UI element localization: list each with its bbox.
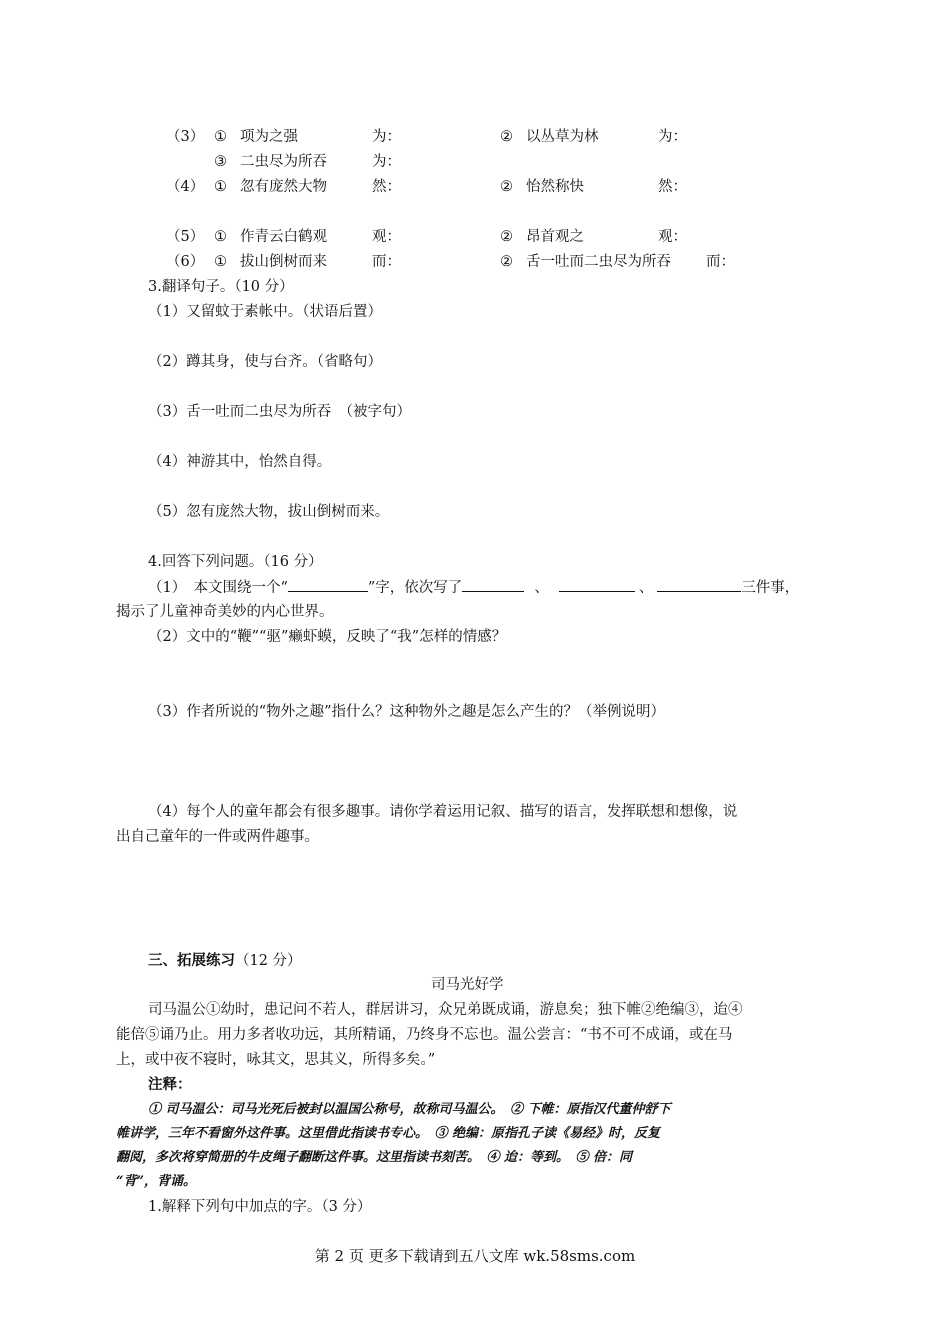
- q2-row6-number: （6）: [166, 254, 205, 270]
- page-footer: 第 2 页 更多下载请到五八文库 wk.58sms.com: [314, 1247, 636, 1265]
- q2-row4-circle2: ②: [500, 179, 513, 195]
- answer-blank-1[interactable]: [288, 577, 368, 592]
- q2-row3-number: （3）: [166, 129, 205, 145]
- q2-row3-circle1: ①: [214, 129, 227, 145]
- q4-item-1-line1: [148, 577, 799, 598]
- q4-item-1-text-e: 三件事，: [741, 580, 800, 596]
- note-line-2: 帷讲学，三年不看窗外这件事。这里借此指读书专心。 ③ 绝编：原指孔子读《易经》时，反复: [116, 1126, 661, 1141]
- q3-item-2: （2）蹲其身，使与台齐。（省略句）: [148, 354, 382, 370]
- q2-row5-number: （5）: [166, 229, 205, 245]
- q2-row4-circle1: ①: [214, 179, 227, 195]
- section3-heading: [148, 951, 302, 971]
- q4-item-1-text-a: （1） 本文围绕一个“: [148, 580, 288, 596]
- q2-row4-blank2: 然：: [658, 179, 687, 195]
- q2-row6-phrase2: 舌一吐而二虫尽为所吞: [526, 254, 671, 270]
- q2-row3-phrase2: 以丛草为林: [526, 129, 599, 145]
- passage-line-2: 能倍⑤诵乃止。用力多者收功远，其所精诵，乃终身不忘也。温公尝言：“书不可不成诵，或在马: [116, 1027, 733, 1043]
- answer-blank-3[interactable]: [559, 577, 635, 592]
- q2-row4-phrase2: 怡然称快: [526, 179, 584, 195]
- q2-row4-number: （4）: [166, 179, 205, 195]
- passage-line-3: 上，或中夜不寝时，咏其文，思其义，所得多矣。”: [116, 1052, 436, 1068]
- q4-item-2: （2）文中的“鞭”“驱”癞虾蟆，反映了“我”怎样的情感？: [148, 629, 507, 645]
- q2-row6-circle1: ①: [214, 254, 227, 270]
- note-line-3: 翻阅，多次将穿简册的牛皮绳子翻断这件事。这里指读书刻苦。 ④ 迨：等到。 ⑤ 倍：同: [116, 1150, 633, 1165]
- note-line-1: ① 司马温公：司马光死后被封以温国公称号，故称司马温公。 ② 下帷：原指汉代董仲舒下: [148, 1102, 671, 1117]
- q2-row3b-phrase: 二虫尽为所吞: [240, 154, 327, 170]
- q4-item-3: （3）作者所说的“物外之趣”指什么？这种物外之趣是怎么产生的？（举例说明）: [148, 704, 666, 720]
- q3-item-4: （4）神游其中，怡然自得。: [148, 454, 332, 470]
- q4-item-1-text-b: ”字，依次写了: [367, 580, 463, 596]
- passage-line-1: 司马温公①幼时，患记问不若人，群居讲习，众兄弟既成诵，游息矣；独下帷②绝编③，迨④: [148, 1002, 743, 1018]
- q2-row3-circle2: ②: [500, 129, 513, 145]
- q2-row5-blank2: 观：: [658, 229, 687, 245]
- q2-row3b-circle: ③: [214, 154, 227, 170]
- q4-title: 4.回答下列问题。（16 分）: [148, 554, 323, 570]
- q2-row6-phrase1: 拔山倒树而来: [240, 254, 327, 270]
- q2-row5-phrase2: 昂首观之: [526, 229, 584, 245]
- note-line-4: “背”，背诵。: [116, 1174, 196, 1189]
- answer-blank-4[interactable]: [657, 577, 741, 592]
- q3-item-1: （1）又留蚊于素帐中。（状语后置）: [148, 304, 382, 320]
- q4-item-4-line2: 出自己童年的一件或两件趣事。: [116, 829, 319, 845]
- q2-row6-circle2: ②: [500, 254, 513, 270]
- passage-title: 司马光好学: [431, 977, 504, 993]
- q2-row5-circle2: ②: [500, 229, 513, 245]
- q2-row4-phrase1: 忽有庞然大物: [240, 179, 327, 195]
- q4-item-1-line2: 揭示了儿童神奇美妙的内心世界。: [116, 604, 334, 620]
- q2-row5-phrase1: 作青云白鹤观: [240, 229, 327, 245]
- q2-row5-circle1: ①: [214, 229, 227, 245]
- q2-row3-phrase1: 项为之强: [240, 129, 298, 145]
- q2-row4-blank1: 然：: [372, 179, 401, 195]
- q4-item-1-sep-2: 、: [638, 580, 654, 596]
- q2-row6-blank1: 而：: [372, 254, 401, 270]
- q2-row5-blank1: 观：: [372, 229, 401, 245]
- q2-row3-blank2: 为：: [658, 129, 687, 145]
- section3-heading-text: 三、拓展练习: [148, 952, 235, 969]
- q2-row6-blank2: 而：: [706, 254, 735, 270]
- answer-blank-2[interactable]: [462, 577, 524, 592]
- q4-item-4-line1: （4）每个人的童年都会有很多趣事。请你学着运用记叙、描写的语言，发挥联想和想像，说: [148, 804, 738, 820]
- notes-title: 注释：: [148, 1076, 192, 1093]
- q2-row3-blank1: 为：: [372, 129, 401, 145]
- q2-row3b-blank: 为：: [372, 154, 401, 170]
- q3-item-3: （3）舌一吐而二虫尽为所吞 （被字句）: [148, 404, 411, 420]
- q3-item-5: （5）忽有庞然大物，拔山倒树而来。: [148, 504, 390, 520]
- section3-score: （12 分）: [235, 953, 302, 969]
- q3-title: 3.翻译句子。（10 分）: [148, 279, 294, 295]
- section3-question-1: 1.解释下列句中加点的字。（3 分）: [148, 1199, 372, 1215]
- q4-item-1-sep-1: 、: [534, 580, 549, 596]
